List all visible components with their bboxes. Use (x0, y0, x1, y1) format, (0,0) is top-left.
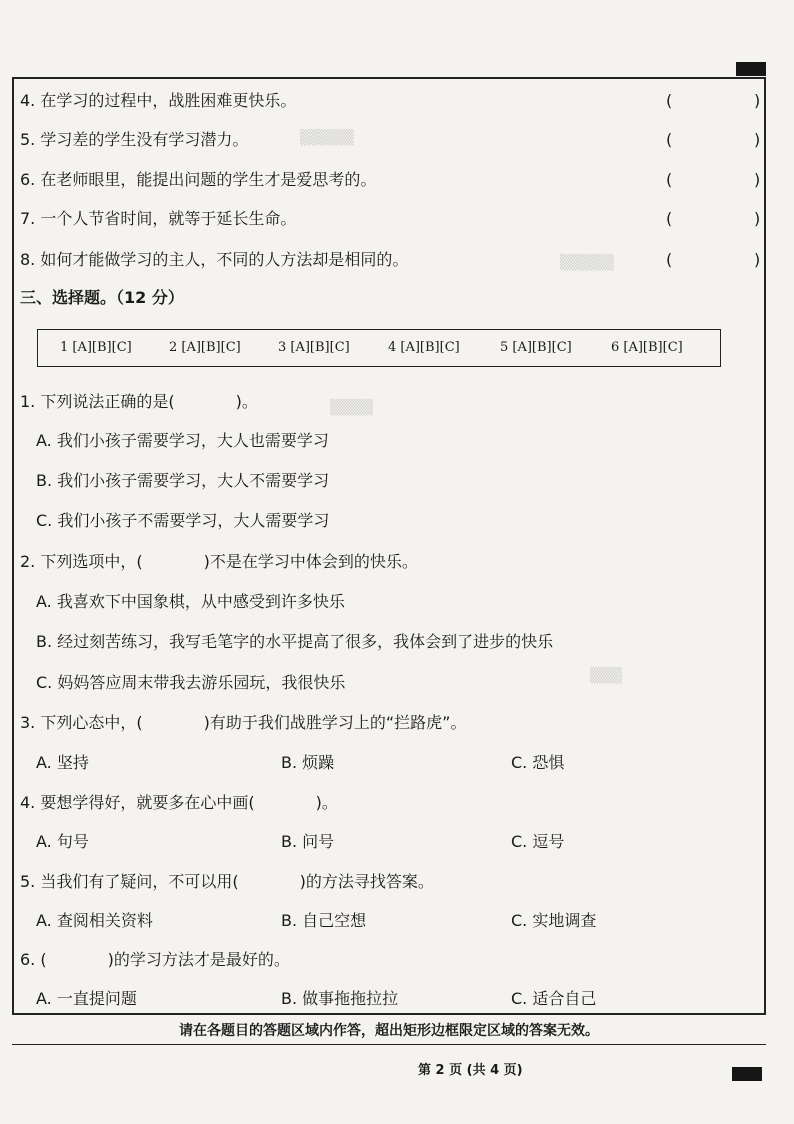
option-b: B. 自己空想 (281, 911, 367, 930)
statement-text: 7. 一个人节省时间，就等于延长生命。 (20, 209, 297, 228)
bleed-through-mark: ▒▒▒▒ (330, 400, 374, 416)
true-false-item (20, 245, 760, 275)
option-c: C. 逗号 (511, 832, 565, 851)
page-number: 第 2 页 (共 4 页) (418, 1063, 523, 1078)
statement-text: 4. 在学习的过程中，战胜困难更快乐。 (20, 91, 297, 110)
registration-mark-bottom (732, 1067, 762, 1081)
answer-paren-open: ( (666, 91, 673, 110)
answer-area-notice: 请在各题目的答题区域内作答，超出矩形边框限定区域的答案无效。 (12, 1017, 766, 1045)
answer-paren-close: ) (754, 250, 761, 269)
question-stem: 2. 下列选项中，( )不是在学习中体会到的快乐。 (20, 552, 418, 571)
answer-paren-close: ) (754, 130, 761, 149)
answer-paren-open: ( (666, 250, 673, 269)
option-c: C. 我们小孩子不需要学习，大人需要学习 (36, 511, 330, 530)
true-false-item (20, 165, 760, 195)
answer-choice-group[interactable]: 4 [A][B][C] (388, 340, 460, 355)
answer-choice-group[interactable]: 5 [A][B][C] (500, 340, 572, 355)
answer-sheet-box (37, 329, 721, 367)
answer-paren-open: ( (666, 130, 673, 149)
option-a: A. 坚持 (36, 753, 89, 772)
answer-choice-group[interactable]: 3 [A][B][C] (278, 340, 350, 355)
statement-text: 8. 如何才能做学习的主人，不同的人方法却是相同的。 (20, 250, 409, 269)
option-c: C. 适合自己 (511, 989, 597, 1008)
question-stem: 5. 当我们有了疑问，不可以用( )的方法寻找答案。 (20, 872, 434, 891)
answer-paren-close: ) (754, 209, 761, 228)
answer-paren-close: ) (754, 91, 761, 110)
bleed-through-mark: ▒▒▒▒▒ (560, 255, 614, 271)
statement-text: 6. 在老师眼里，能提出问题的学生才是爱思考的。 (20, 170, 377, 189)
answer-paren-close: ) (754, 170, 761, 189)
bleed-through-mark: ▒▒▒ (590, 668, 623, 684)
section-heading: 三、选择题。（12 分） (20, 288, 184, 307)
option-a: A. 查阅相关资料 (36, 911, 153, 930)
true-false-item (20, 86, 760, 116)
question-stem: 3. 下列心态中，( )有助于我们战胜学习上的“拦路虎”。 (20, 713, 467, 732)
option-b: B. 烦躁 (281, 753, 335, 772)
true-false-item (20, 204, 760, 234)
option-c: C. 实地调查 (511, 911, 597, 930)
option-a: A. 我们小孩子需要学习，大人也需要学习 (36, 431, 329, 450)
question-stem: 6. ( )的学习方法才是最好的。 (20, 950, 290, 969)
true-false-item (20, 125, 760, 155)
option-c: C. 恐惧 (511, 753, 565, 772)
option-a: A. 我喜欢下中国象棋，从中感受到许多快乐 (36, 592, 345, 611)
answer-choice-group[interactable]: 6 [A][B][C] (611, 340, 683, 355)
option-b: B. 我们小孩子需要学习，大人不需要学习 (36, 471, 330, 490)
registration-mark-top (736, 62, 766, 76)
answer-paren-open: ( (666, 170, 673, 189)
option-c: C. 妈妈答应周末带我去游乐园玩，我很快乐 (36, 673, 346, 692)
answer-choice-group[interactable]: 2 [A][B][C] (169, 340, 241, 355)
option-a: A. 句号 (36, 832, 89, 851)
option-b: B. 做事拖拖拉拉 (281, 989, 399, 1008)
answer-paren-open: ( (666, 209, 673, 228)
bleed-through-mark: ▒▒▒▒▒ (300, 130, 354, 146)
question-stem: 4. 要想学得好，就要多在心中画( )。 (20, 793, 338, 812)
option-a: A. 一直提问题 (36, 989, 137, 1008)
statement-text: 5. 学习差的学生没有学习潜力。 (20, 130, 249, 149)
answer-choice-group[interactable]: 1 [A][B][C] (60, 340, 132, 355)
question-stem: 1. 下列说法正确的是( )。 (20, 392, 258, 411)
option-b: B. 经过刻苦练习，我写毛笔字的水平提高了很多，我体会到了进步的快乐 (36, 632, 554, 651)
option-b: B. 问号 (281, 832, 335, 851)
